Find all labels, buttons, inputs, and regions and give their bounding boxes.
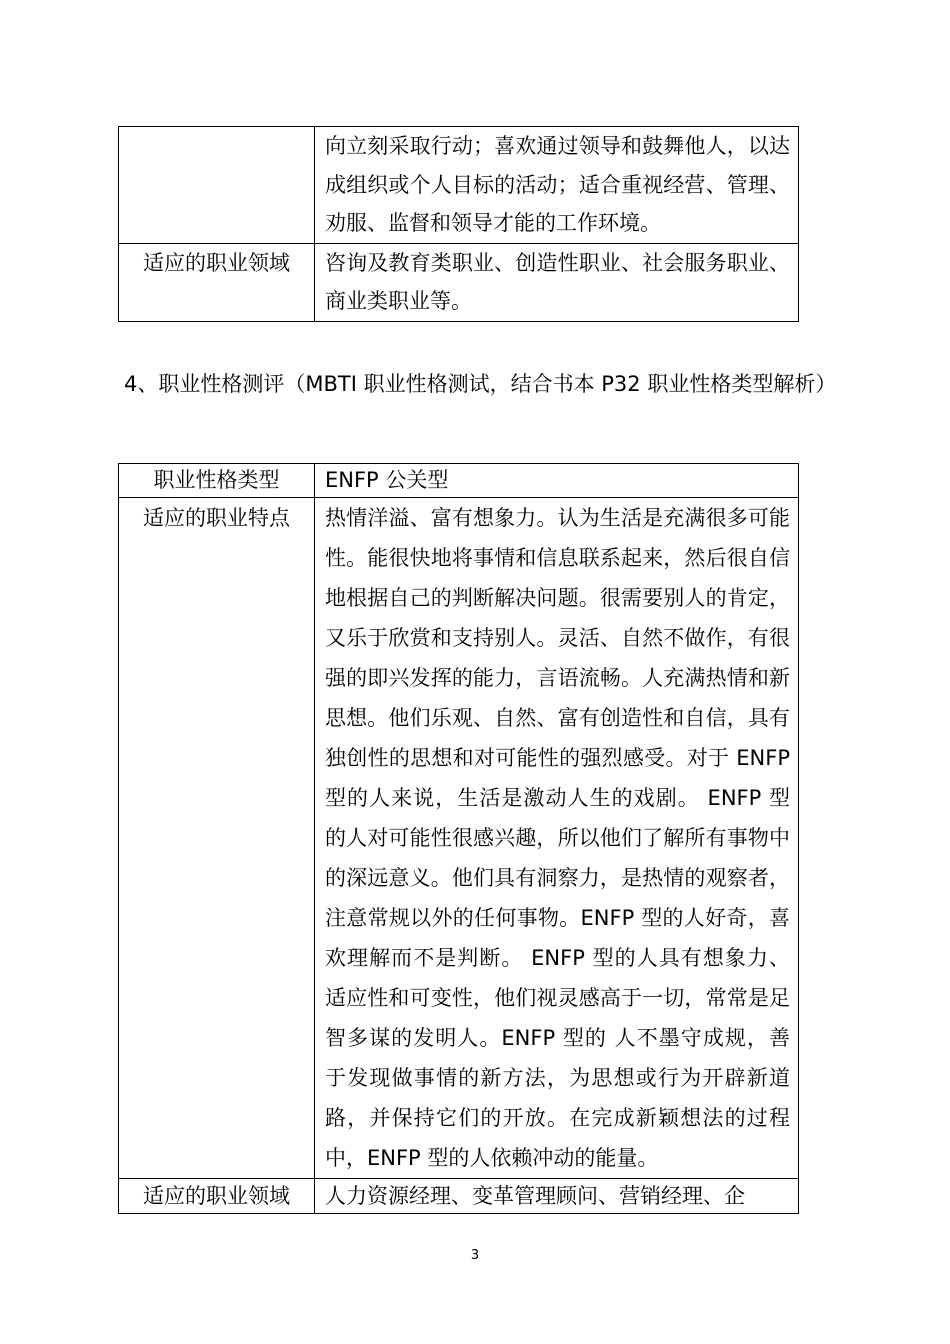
personality-type-value: ENFP 公关型 <box>315 464 799 498</box>
table-row <box>119 464 799 498</box>
table-row <box>119 498 799 1179</box>
career-field-label: 适应的职业领域 <box>119 1179 315 1214</box>
table-row <box>119 243 799 321</box>
personality-type-table <box>118 463 799 1214</box>
personality-type-label: 职业性格类型 <box>119 464 315 498</box>
career-interest-table <box>118 126 799 322</box>
work-environment-text: 向立刻采取行动；喜欢通过领导和鼓舞他人，以达成组织或个人目标的活动；适合重视经营、管理、劝服、监督和领导才能的工作环境。 <box>315 127 799 244</box>
table-row <box>119 127 799 244</box>
page-number: 3 <box>470 1248 480 1263</box>
row-label-empty <box>119 127 315 244</box>
career-field-label: 适应的职业领域 <box>119 243 315 321</box>
career-traits-label: 适应的职业特点 <box>119 498 315 1179</box>
section-heading-personality-test: 4、职业性格测评（MBTI 职业性格测试，结合书本 P32 职业性格类型解析） <box>124 372 837 396</box>
career-field-value: 咨询及教育类职业、创造性职业、社会服务职业、商业类职业等。 <box>315 243 799 321</box>
career-traits-description: 热情洋溢、富有想象力。认为生活是充满很多可能性。能很快地将事情和信息联系起来，然后很自信地根据自己的判断解决问题。很需要别人的肯定，又乐于欣赏和支持别人。灵活、自然不做作，有很强的即兴发挥的能力，言语流畅。人充满热情和新思想。他们乐观、自然、富有创造性和自信，具有独创性的思想和对可能性的强烈感受。对于 ENFP 型的人来说，生活是激动人生的戏剧。 ENFP 型的人对可能性很感兴趣，所以他们了解所有事物中 的深远意义。他们具有洞察力，是热情的观察者，注意常规以外的任何事物。ENFP 型的人好奇，喜欢理解而不是判断。 ENFP 型的人具有想象力、适应性和可变性，他们视灵感高于一切，常常是足智多谋的发明人。ENFP 型的 人不墨守成规，善于发现做事情的新方法，为思想或行为开辟新道路，并保持它们的开放。在完成新颖想法的过程中，ENFP 型的人依赖冲动的能量。 <box>315 498 799 1179</box>
table-row <box>119 1179 799 1214</box>
career-field-value: 人力资源经理、变革管理顾问、营销经理、企 <box>315 1179 799 1214</box>
